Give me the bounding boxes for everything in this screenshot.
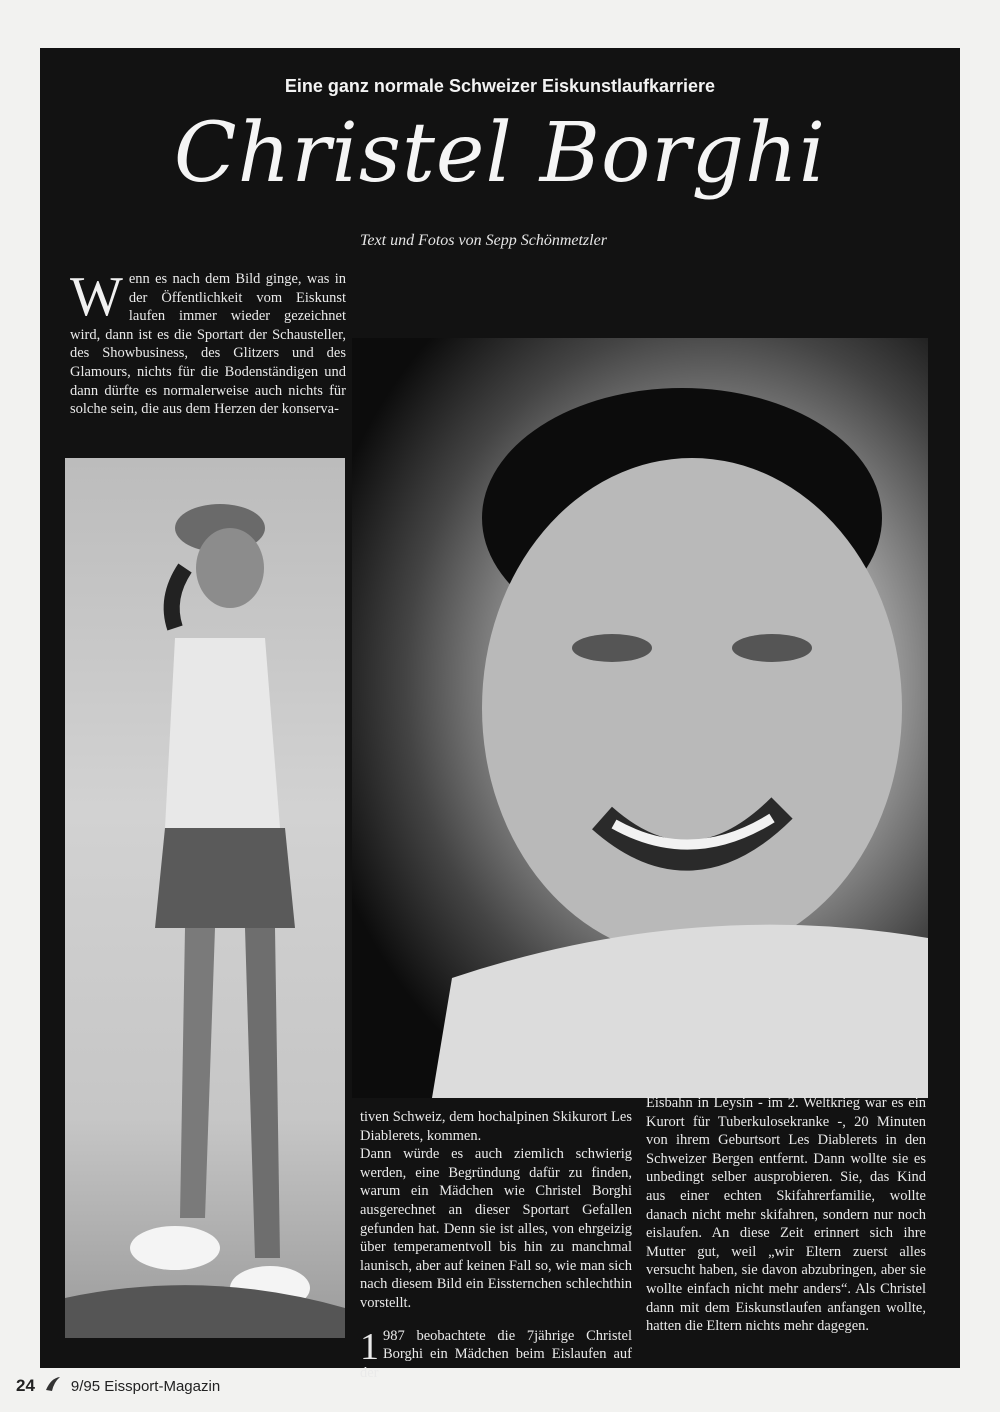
intro-paragraph — [70, 266, 346, 419]
byline: Text und Fotos von Sepp Schönmetzler — [360, 232, 607, 249]
article-page — [40, 48, 960, 1381]
page-number: 24 — [16, 1376, 35, 1395]
photo-girl-walking-image — [65, 458, 345, 1338]
col2-paragraph-3 — [360, 1327, 632, 1383]
magazine-logo-icon — [43, 1374, 63, 1398]
col3-paragraph: Eisbahn in Leysin - im 2. Weltkrieg war es ein Kurort für Tuberkulosekranke -, 20 Minuten von ihrem Geburtsort Les Diablerets in den Schweizer Bergen entfernt. Dann wollte sie es unbedingt selber ausprobieren. Sie, das Kind aus einer echten Skifahrerfamilie, wollte danach nicht mehr skifahren, sondern nur noch eislaufen. An diese Zeit erinnert sich ihre Mutter gut, weil „wir Eltern zuerst alles versucht haben, sie davon abzubringen, aber sie wollte einfach nicht mehr anders“. Als Christel dann mit dem Eiskunstlaufen anfangen wollte, hatten die Eltern nichts mehr dagegen. — [646, 1095, 926, 1335]
intro-text: enn es nach dem Bild ginge, was in der Öffentlichkeit vom Eiskunst laufen immer wieder gezeichnet wird, dann ist es die Sportart der Schausteller, des Showbusiness, des Glitzers und des Glamours, nichts für die Bodenständigen und dann dürfte es normalerweise auch nichts für solche sein, die aus dem Herzen der konserva- — [70, 271, 346, 418]
photo-girl-walking — [65, 458, 345, 1338]
photo-portrait — [352, 338, 928, 1098]
drop-cap: W — [70, 266, 123, 328]
drop-cap-small: 1 — [360, 1325, 379, 1368]
kicker: Eine ganz normale Schweizer Eiskunstlaufkarriere — [284, 76, 716, 96]
col2-paragraph-1: tiven Schweiz, dem hochalpinen Skikurort Les Diablerets, kommen. — [360, 1109, 632, 1144]
column-3 — [646, 1094, 926, 1336]
col2-paragraph-2: Dann würde es auch ziemlich schwierig werden, eine Begründung dafür zu finden, warum ein Mädchen wie Christel Borghi ausgerechnet an dieser Sportart Gefallen gefunden hat. Denn sie ist alles, von ehrgeizig über temperamentvoll bis hin zu manchmal launisch, aber auf keinen Fall so, wie man sich nach diesem Bild ein Eissternchen schlechthin vorstellt. — [360, 1146, 632, 1311]
headline: Christel Borghi — [173, 106, 827, 201]
issue-label: 9/95 Eissport-Magazin — [70, 1377, 221, 1395]
column-2 — [360, 1108, 632, 1382]
col2-paragraph-3-text: 987 beobachtete die 7jährige Christel Borghi ein Mädchen beim Eislaufen auf der — [360, 1327, 632, 1381]
page-footer — [16, 1374, 220, 1398]
photo-portrait-image — [352, 338, 928, 1098]
